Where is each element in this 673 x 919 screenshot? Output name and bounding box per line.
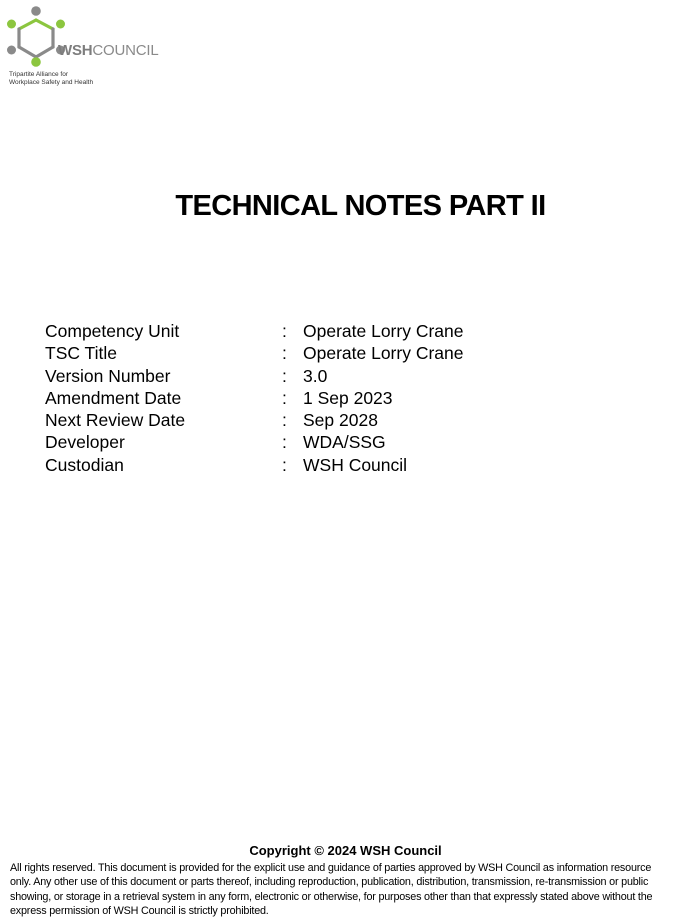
detail-value: WDA/SSG [303, 432, 386, 453]
detail-value: Operate Lorry Crane [303, 343, 464, 364]
wsh-council-logo [7, 4, 167, 90]
logo-tagline [9, 71, 93, 87]
detail-separator: : [282, 387, 287, 408]
detail-separator: : [282, 432, 287, 453]
detail-value: Operate Lorry Crane [303, 321, 464, 341]
detail-label: Next Review Date [45, 410, 186, 431]
detail-value: 1 Sep 2023 [303, 387, 393, 408]
detail-separator: : [282, 365, 287, 386]
detail-label: Version Number [45, 365, 171, 386]
logo-tagline-line2: Workplace Safety and Health [9, 79, 94, 86]
logo-wordmark-council: COUNCIL [92, 42, 159, 59]
detail-value: WSH Council [303, 454, 408, 475]
page-title: TECHNICAL NOTES PART II [175, 190, 546, 222]
detail-value: 3.0 [303, 365, 328, 386]
detail-label: Competency Unit [45, 321, 180, 341]
logo-wordmark-wsh: WSH [58, 42, 93, 59]
detail-separator: : [282, 343, 287, 364]
detail-separator: : [282, 454, 287, 475]
detail-separator: : [282, 410, 287, 431]
detail-label: Amendment Date [45, 387, 182, 408]
copyright-heading: Copyright © 2024 WSH Council [249, 843, 442, 858]
detail-label: Custodian [45, 454, 124, 475]
detail-label: Developer [45, 432, 125, 453]
logo-tagline-line1: Tripartite Alliance for [9, 71, 69, 78]
copyright-notice: All rights reserved. This document is provided for the explicit use and guidance of parties approved by WSH Council as information resource only. Any other use of this document or parts thereof, including reproduction, publication, distribution, transmission, re-transmission or public showing, or storage in a retrieval system in any form, electronic or otherwise, for purposes other than that expressly stated above without the express permission of WSH Council is strictly prohibited. [10, 862, 653, 917]
logo-wordmark [58, 43, 159, 59]
detail-label: TSC Title [45, 343, 117, 364]
detail-separator: : [282, 321, 287, 341]
detail-value: Sep 2028 [303, 410, 378, 431]
